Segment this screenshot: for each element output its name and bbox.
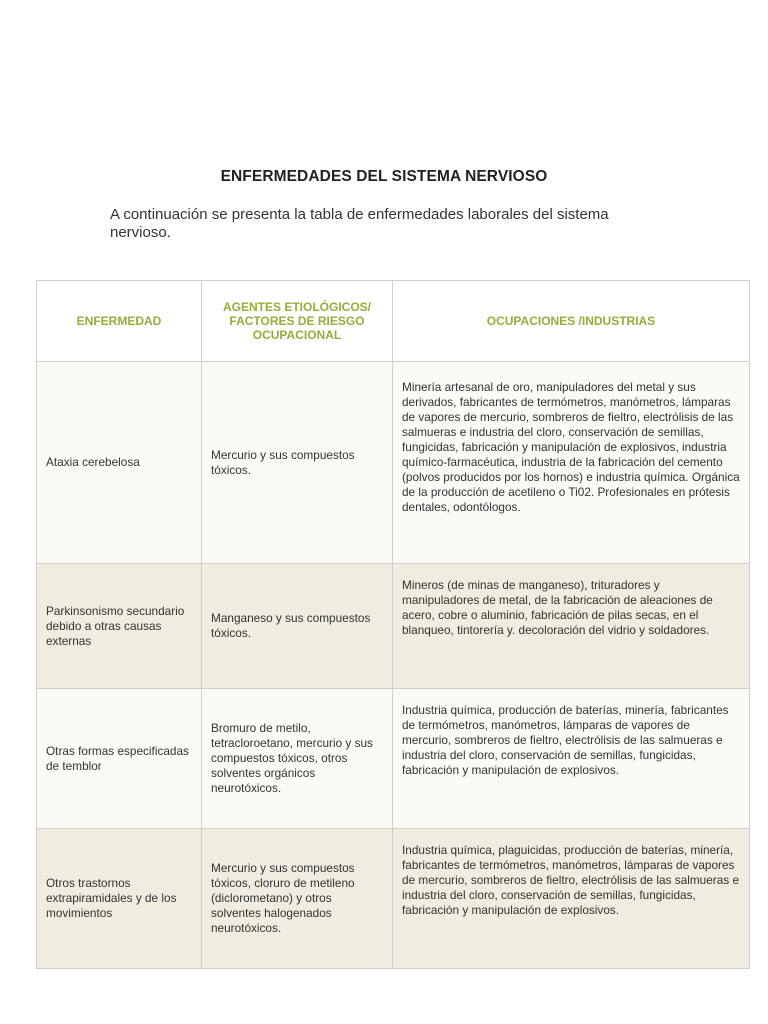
- header-agentes: AGENTES ETIOLÓGICOS/ FACTORES DE RIESGO OCUPACIONAL: [202, 281, 393, 362]
- table-row: [37, 564, 750, 689]
- cell-enfermedad: Ataxia cerebelosa: [37, 362, 202, 564]
- intro-paragraph: A continuación se presenta la tabla de enfermedades laborales del sistema nervioso.: [110, 206, 609, 241]
- table-row: [37, 689, 750, 829]
- cell-ocupaciones: Mineros (de minas de manganeso), trituradores y manipuladores de metal, de la fabricación de aleaciones de acero, cobre o aluminio, fabricación de pilas secas, en el blanqueo, tintorería y. decoloración del vidrio y soldadores.: [393, 564, 750, 689]
- cell-agentes: Mercurio y sus compuestos tóxicos, cloruro de metileno (diclorometano) y otros solventes halogenados neurotóxicos.: [202, 829, 393, 969]
- header-ocupaciones: OCUPACIONES /INDUSTRIAS: [393, 281, 750, 362]
- table-header-row: [37, 281, 750, 362]
- header-enfermedad: ENFERMEDAD: [37, 281, 202, 362]
- cell-ocupaciones: Industria química, plaguicidas, producción de baterías, minería, fabricantes de termómetros, manómetros, lámparas de vapores de mercurio, sombreros de fieltro, electrólisis de las salmueras e industria del cloro, conservación de semillas, fungicidas, fabricación y manipulación de explosivos.: [393, 829, 750, 969]
- cell-enfermedad: Otras formas especificadas de temblor: [37, 689, 202, 829]
- cell-agentes: Bromuro de metilo, tetracloroetano, mercurio y sus compuestos tóxicos, otros solventes orgánicos neurotóxicos.: [202, 689, 393, 829]
- page-title: ENFERMEDADES DEL SISTEMA NERVIOSO: [220, 168, 548, 185]
- table-row: [37, 829, 750, 969]
- cell-agentes: Manganeso y sus compuestos tóxicos.: [202, 564, 393, 689]
- cell-ocupaciones: Minería artesanal de oro, manipuladores del metal y sus derivados, fabricantes de termómetros, manómetros, lámparas de vapores de mercurio, sombreros de fieltro, electrólisis de las salmueras e industria del cloro, conservación de semillas, fungicidas, fabricación y manipulación de explosivos, industria químico-farmacéutica, industria de la fabricación del cemento (polvos producidos por los hornos) e industria química. Orgánica de la producción de acetileno o Ti02. Profesionales en prótesis dentales, odontólogos.: [393, 362, 750, 564]
- cell-enfermedad: Otros trastornos extrapiramidales y de los movimientos: [37, 829, 202, 969]
- cell-agentes: Mercurio y sus compuestos tóxicos.: [202, 362, 393, 564]
- table-row: [37, 362, 750, 564]
- cell-ocupaciones: Industria química, producción de baterías, minería, fabricantes de termómetros, manómetros, lámparas de vapores de mercurio, sombreros de fieltro, electrólisis de las salmueras e industria del cloro, conservación de semillas, fungicidas, fabricación y manipulación de explosivos.: [393, 689, 750, 829]
- cell-enfermedad: Parkinsonismo secundario debido a otras causas externas: [37, 564, 202, 689]
- diseases-table: [36, 280, 750, 969]
